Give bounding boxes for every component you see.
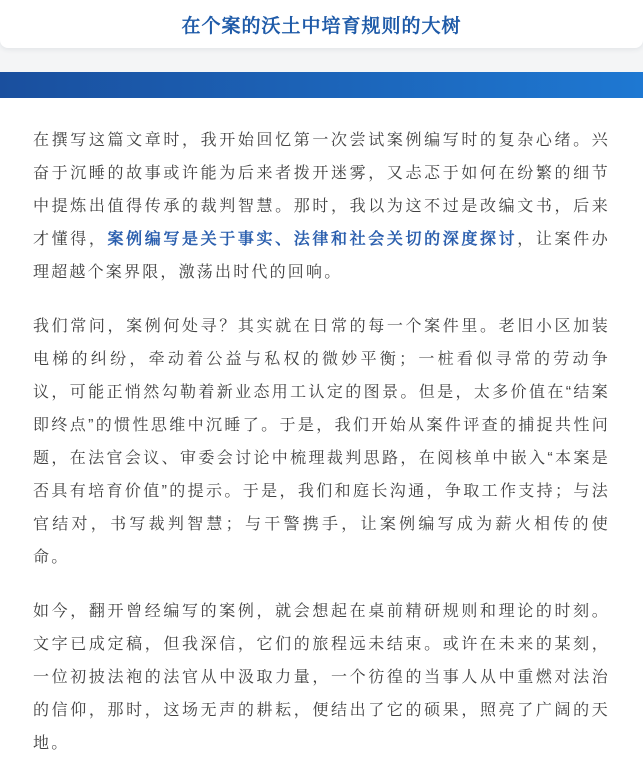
accent-band: [0, 72, 643, 98]
header-background: [0, 0, 643, 72]
emphasis-text: 案例编写是关于事实、法律和社会关切的深度探讨: [107, 231, 518, 248]
paragraph: [33, 124, 610, 289]
body-text: 在撰写这篇文章时，我开始回忆第一次尝试案例编写时的复杂心绪。兴奋于沉睡的故事或许能为后来者拨开迷雾，又忐忑于如何在纷繁的细节中提炼出值得传承的裁判智慧。那时，我以为这不过是改编文书，后来才懂得，: [33, 132, 610, 248]
page-title: 在个案的沃土中培育规则的大树: [181, 15, 462, 37]
paragraph: [33, 595, 610, 760]
body-text: 我们常问，案例何处寻？其实就在日常的每一个案件里。老旧小区加装电梯的纠纷，牵动着公益与私权的微妙平衡；一桩看似寻常的劳动争议，可能正悄然勾勒着新业态用工认定的图景。但是，太多价值在“结案即终点”的惯性思维中沉睡了。于是，我们开始从案件评查的捕捉共性问题，在法官会议、审委会讨论中梳理裁判思路，在阅核单中嵌入“本案是否具有培育价值”的提示。于是，我们和庭长沟通，争取工作支持；与法官结对，书写裁判智慧；与干警携手，让案例编写成为薪火相传的使命。: [33, 318, 610, 566]
header-card: [0, 0, 643, 48]
body-text: 如今，翻开曾经编写的案例，就会想起在桌前精研规则和理论的时刻。文字已成定稿，但我深信，它们的旅程远未结束。或许在未来的某刻，一位初披法袍的法官从中汲取力量，一个彷徨的当事人从中重燃对法治的信仰，那时，这场无声的耕耘，便结出了它的硕果，照亮了广阔的天地。: [33, 603, 610, 752]
paragraph: [33, 310, 610, 574]
article-body: [0, 98, 643, 780]
body-text: ，让案件办理超越个案界限，激荡出时代的回响。: [33, 231, 610, 281]
